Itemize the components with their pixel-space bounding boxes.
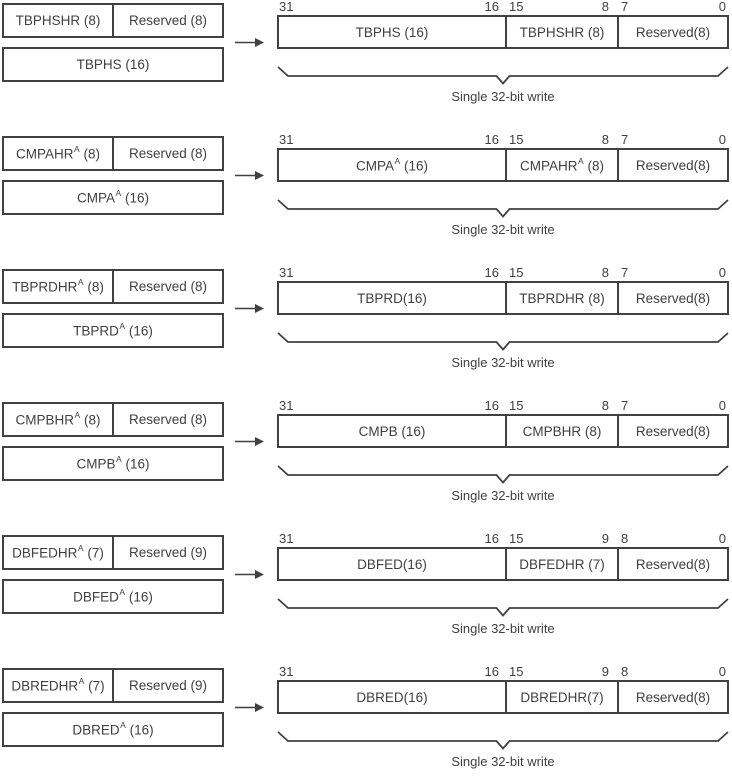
- shadow-main-label: TBPHS (16): [76, 57, 150, 72]
- register-field-reserved: [617, 549, 727, 579]
- bit-number-mid-left: 15: [509, 265, 524, 280]
- right-arrow-icon: [235, 701, 265, 714]
- bit-number-mid-left: 15: [509, 132, 524, 147]
- register-field-high-res: [505, 416, 617, 446]
- register-field-high-res: [505, 150, 617, 180]
- register-field-label: Reserved(8): [635, 157, 711, 173]
- shadow-register-pair-box: [2, 402, 224, 437]
- shadow-high-res-field: [4, 537, 112, 568]
- shadow-register-pair-box: [2, 269, 224, 304]
- register-32bit-box: [277, 148, 729, 182]
- shadow-reserved-field: [112, 404, 222, 435]
- shadow-register-pair-box: [2, 668, 224, 703]
- bit-number-0: 0: [718, 398, 726, 413]
- bit-number-mid-right: 8: [601, 0, 609, 14]
- bit-number-msb-boundary: 16: [484, 664, 499, 679]
- down-brace-icon: [277, 66, 729, 85]
- down-brace-icon: [277, 731, 729, 750]
- register-field-high-res: [505, 549, 617, 579]
- right-arrow-icon: [235, 169, 265, 182]
- bit-number-msb-boundary: 16: [484, 0, 499, 14]
- register-field-high-res: [505, 17, 617, 47]
- brace-caption: Single 32-bit write: [451, 89, 555, 104]
- shadow-reserved-field: [112, 5, 222, 36]
- bit-number-mid-right: 9: [601, 664, 609, 679]
- register-32bit-box: [277, 281, 729, 315]
- bit-number-mid-left: 15: [509, 664, 524, 679]
- down-brace-icon: [277, 465, 729, 484]
- shadow-register-pair-box: [2, 535, 224, 570]
- shadow-register-pair-box: [2, 136, 224, 171]
- bit-number-0: 0: [718, 265, 726, 280]
- register-field-label: TBPHS (16): [355, 24, 429, 40]
- bit-number-mid-right: 8: [601, 132, 609, 147]
- shadow-main-label: TBPRD$^A$ (16): [73, 321, 153, 339]
- register-field-label: DBFEDHR (7): [519, 556, 605, 572]
- shadow-high-res-field: [4, 138, 112, 169]
- bit-number-0: 0: [718, 664, 726, 679]
- right-arrow-icon: [235, 36, 265, 49]
- bit-number-mid-left: 15: [509, 398, 524, 413]
- shadow-main-label: CMPA$^A$ (16): [77, 188, 149, 206]
- register-field-high-res: [505, 283, 617, 313]
- bit-number-mid-right: 8: [601, 265, 609, 280]
- bit-number-mid-left: 15: [509, 0, 524, 14]
- register-field-label: Reserved(8): [635, 689, 711, 705]
- register-field-label: TBPHSHR (8): [519, 24, 605, 40]
- register-32bit-box: [277, 547, 729, 581]
- register-field-label: CMPBHR (8): [522, 423, 602, 439]
- shadow-reserved-label: Reserved (9): [128, 678, 208, 693]
- register-field-reserved: [617, 416, 727, 446]
- register-32bit-box: [277, 414, 729, 448]
- register-group: [0, 133, 732, 266]
- brace-caption: Single 32-bit write: [451, 754, 555, 769]
- register-field-high-word: [279, 682, 505, 712]
- register-group: [0, 532, 732, 665]
- register-group: [0, 399, 732, 532]
- shadow-high-res-field: [4, 5, 112, 36]
- shadow-main-register-box: [2, 47, 224, 82]
- register-field-label: TBPRDHR (8): [519, 290, 605, 306]
- shadow-main-register-box: [2, 446, 224, 481]
- shadow-main-register-box: [2, 313, 224, 348]
- shadow-main-register-box: [2, 712, 224, 747]
- register-group: [0, 0, 732, 133]
- shadow-main-label: DBRED$^A$ (16): [72, 720, 154, 738]
- shadow-main-register-box: [2, 180, 224, 215]
- register-field-label: CMPA$^A$ (16): [356, 155, 428, 174]
- register-field-label: Reserved(8): [635, 290, 711, 306]
- shadow-reserved-label: Reserved (9): [128, 545, 208, 560]
- shadow-high-res-label: CMPBHR$^A$ (8): [15, 410, 101, 428]
- bit-number-msb-boundary: 16: [484, 265, 499, 280]
- register-32bit-box: [277, 680, 729, 714]
- bit-number-msb-boundary: 16: [484, 132, 499, 147]
- register-field-reserved: [617, 17, 727, 47]
- shadow-high-res-label: DBREDHR$^A$ (7): [11, 676, 105, 694]
- right-arrow-icon: [235, 302, 265, 315]
- register-field-high-res: [505, 682, 617, 712]
- register-field-label: CMPB (16): [358, 423, 426, 439]
- right-arrow-icon: [235, 435, 265, 448]
- bit-number-31: 31: [279, 398, 294, 413]
- shadow-high-res-field: [4, 271, 112, 302]
- shadow-main-register-box: [2, 579, 224, 614]
- register-field-label: TBPRD(16): [357, 290, 427, 306]
- register-field-high-word: [279, 150, 505, 180]
- bit-number-low-left: 7: [621, 398, 629, 413]
- shadow-reserved-field: [112, 271, 222, 302]
- register-field-label: Reserved(8): [635, 24, 711, 40]
- bit-number-0: 0: [718, 132, 726, 147]
- brace-caption: Single 32-bit write: [451, 621, 555, 636]
- shadow-high-res-label: TBPRDHR$^A$ (8): [12, 277, 104, 295]
- right-arrow-icon: [235, 568, 265, 581]
- register-group: [0, 665, 732, 778]
- shadow-reserved-label: Reserved (8): [128, 13, 208, 28]
- register-field-label: CMPAHR$^A$ (8): [520, 155, 604, 174]
- register-field-reserved: [617, 150, 727, 180]
- brace-caption: Single 32-bit write: [451, 488, 555, 503]
- shadow-main-label: CMPB$^A$ (16): [76, 454, 150, 472]
- register-field-high-word: [279, 549, 505, 579]
- bit-number-31: 31: [279, 664, 294, 679]
- register-field-label: DBFED(16): [357, 556, 427, 572]
- bit-number-low-left: 7: [621, 0, 629, 14]
- bit-number-31: 31: [279, 132, 294, 147]
- brace-caption: Single 32-bit write: [451, 355, 555, 370]
- register-field-high-word: [279, 17, 505, 47]
- register-32bit-box: [277, 15, 729, 49]
- shadow-reserved-label: Reserved (8): [128, 146, 208, 161]
- shadow-high-res-field: [4, 404, 112, 435]
- bit-number-msb-boundary: 16: [484, 398, 499, 413]
- bit-number-mid-right: 9: [601, 531, 609, 546]
- shadow-reserved-field: [112, 537, 222, 568]
- bit-number-31: 31: [279, 0, 294, 14]
- down-brace-icon: [277, 332, 729, 351]
- register-field-label: DBREDHR(7): [520, 689, 604, 705]
- shadow-reserved-label: Reserved (8): [128, 412, 208, 427]
- bit-number-low-left: 8: [621, 664, 629, 679]
- shadow-reserved-field: [112, 138, 222, 169]
- register-field-high-word: [279, 283, 505, 313]
- shadow-high-res-label: TBPHSHR (8): [15, 13, 101, 28]
- bit-number-0: 0: [718, 531, 726, 546]
- bit-number-0: 0: [718, 0, 726, 14]
- register-field-label: Reserved(8): [635, 423, 711, 439]
- register-field-label: DBRED(16): [356, 689, 428, 705]
- bit-number-msb-boundary: 16: [484, 531, 499, 546]
- down-brace-icon: [277, 598, 729, 617]
- shadow-reserved-field: [112, 670, 222, 701]
- register-field-reserved: [617, 682, 727, 712]
- shadow-main-label: DBFED$^A$ (16): [73, 587, 153, 605]
- bit-number-low-left: 8: [621, 531, 629, 546]
- register-field-high-word: [279, 416, 505, 446]
- brace-caption: Single 32-bit write: [451, 222, 555, 237]
- bit-number-low-left: 7: [621, 132, 629, 147]
- register-field-label: Reserved(8): [635, 556, 711, 572]
- register-field-reserved: [617, 283, 727, 313]
- bit-number-mid-right: 8: [601, 398, 609, 413]
- register-group: [0, 266, 732, 399]
- bit-number-low-left: 7: [621, 265, 629, 280]
- bit-number-31: 31: [279, 265, 294, 280]
- down-brace-icon: [277, 199, 729, 218]
- shadow-high-res-field: [4, 670, 112, 701]
- shadow-high-res-label: CMPAHR$^A$ (8): [16, 144, 100, 162]
- shadow-high-res-label: DBFEDHR$^A$ (7): [12, 543, 104, 561]
- bit-number-31: 31: [279, 531, 294, 546]
- shadow-reserved-label: Reserved (8): [128, 279, 208, 294]
- shadow-register-pair-box: [2, 3, 224, 38]
- bit-number-mid-left: 15: [509, 531, 524, 546]
